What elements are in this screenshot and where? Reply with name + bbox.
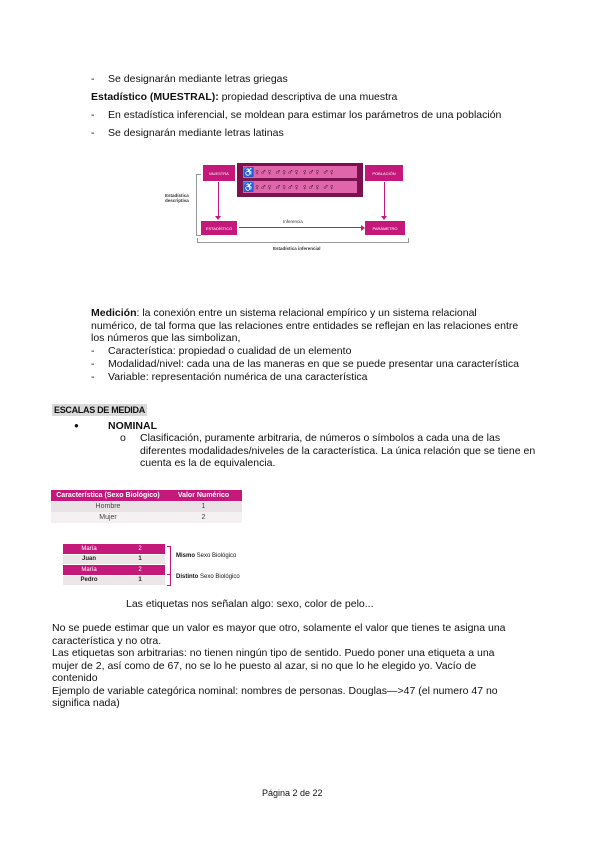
medicion-paragraph (91, 307, 551, 345)
inferential-label: Estadística inferencial (273, 246, 321, 251)
table-cell: 1 (115, 554, 165, 565)
nominal-title: NOMINAL (108, 420, 157, 432)
arrow-head-icon (361, 225, 365, 231)
bullet-dash: - (91, 73, 95, 85)
inference-label: Inferencia (283, 219, 303, 224)
table-cell: Hombre (95, 503, 121, 510)
table-cell: María (63, 565, 115, 576)
bullet-dash: - (91, 371, 95, 383)
table-cell: María (63, 544, 115, 554)
people-icons: ♿♀♂♀ ♂♀♂♀ ♀♂♀ ♂♀ (243, 182, 335, 192)
inferential-bracket (197, 238, 409, 243)
mismo-bold: Mismo (176, 553, 196, 559)
population-image (237, 163, 363, 197)
table-cell: 2 (201, 514, 206, 521)
table-header-row (51, 490, 242, 501)
medicion-line: numérico, de tal forma que las relaciones entre entidades se reflejan en las relaciones entre (91, 319, 519, 332)
table-cell: 1 (201, 503, 206, 510)
poblacion-box: POBLACIÓN (365, 165, 403, 181)
table-row (51, 512, 242, 523)
closing-paragraph (52, 622, 552, 710)
closing-line: contenido (52, 672, 98, 684)
parametro-box: PARÁMETRO (365, 221, 405, 235)
statistics-diagram (165, 160, 415, 260)
table-cell: Mujer (99, 514, 117, 521)
descriptive-label: Estadística descriptiva (165, 193, 189, 203)
table-cell: 2 (115, 565, 165, 576)
mismo-label (176, 553, 236, 559)
bullet-text: Se designarán mediante letras griegas (108, 73, 288, 85)
bullet-dash: - (91, 127, 95, 139)
bullet-text: Modalidad/nivel: cada una de las maneras en que se puede presentar una característica (108, 358, 519, 370)
nominal-line: diferentes modalidades/niveles de la característica. La única relación que se tiene en (140, 444, 536, 457)
distinto-bold: Distinto (176, 574, 199, 580)
closing-line: Ejemplo de variable categórica nominal: nombres de personas. Douglas—>47 (el numero 47 no (52, 684, 498, 697)
estadistico-paragraph (91, 91, 397, 103)
arrow-line (218, 182, 219, 218)
medicion-line: los números que las simbolizan, (91, 332, 241, 344)
table-row (51, 501, 242, 512)
closing-line: Las etiquetas son arbitrarias: no tienen ningún tipo de sentido. Puedo poner una etiqueta a una (52, 647, 495, 659)
closing-line: significa nada) (52, 697, 120, 709)
bullet-dot-icon: ● (74, 421, 79, 430)
table-cell: Pedro (63, 575, 115, 586)
table-cell: 1 (115, 575, 165, 586)
table-row (63, 575, 165, 586)
medicion-term: Medición (91, 307, 137, 319)
nombres-sexo-table (63, 544, 165, 586)
bullet-text: Variable: representación numérica de una característica (108, 371, 368, 383)
etiquetas-line: Las etiquetas nos señalan algo: sexo, color de pelo... (126, 598, 374, 610)
mismo-rest: Sexo Biológico (195, 553, 237, 559)
medicion-line: : la conexión entre un sistema relacional empírico y un sistema relacional (136, 307, 477, 319)
bullet-dash: - (91, 358, 95, 370)
estadistico-box: ESTADÍSTICO (201, 221, 237, 235)
nominal-line: cuenta es la de equivalencia. (140, 457, 276, 469)
closing-line: mujer de 2, así como de 67, no se lo he puesto al azar, si no que lo he elegido yo. Vacío de (52, 659, 477, 672)
bullet-text: Característica: propiedad o cualidad de un elemento (108, 345, 352, 357)
closing-line: No se puede estimar que un valor es mayor que otro, solamente el valor que tienes te asigna una (52, 622, 506, 634)
arrow-head-icon (381, 216, 387, 220)
arrow-line (384, 182, 385, 218)
estadistico-definition: propiedad descriptiva de una muestra (218, 91, 398, 103)
distinto-bracket (167, 574, 171, 586)
bullet-dash: - (91, 345, 95, 357)
table-row (63, 565, 165, 576)
table-row (63, 544, 165, 554)
inference-arrow-line (239, 227, 363, 228)
bullet-dash: - (91, 109, 95, 121)
bullet-text: En estadística inferencial, se moldean para estimar los parámetros de una población (108, 109, 502, 121)
table-cell: Juan (63, 554, 115, 565)
bullet-text: Se designarán mediante letras latinas (108, 127, 284, 139)
sexo-valor-table (51, 490, 242, 523)
closing-line: característica y no otra. (52, 634, 162, 647)
arrow-head-icon (215, 216, 221, 220)
table-header-cell: Valor Numérico (177, 492, 230, 499)
distinto-label (176, 574, 240, 580)
mismo-bracket (167, 546, 171, 575)
sub-bullet-icon: o (120, 432, 126, 444)
distinto-rest: Sexo Biológico (198, 574, 240, 580)
nominal-description (140, 432, 550, 470)
muestra-box: MUESTRA (203, 165, 235, 181)
descriptive-bracket (196, 174, 201, 236)
page-number: Página 2 de 22 (262, 788, 323, 798)
table-cell: 2 (115, 544, 165, 554)
people-icons: ♿♀♂♀ ♂♀♂♀ ♀♂♀ ♂♀ (243, 167, 335, 177)
table-header-cell: Característica (Sexo Biológico) (56, 492, 160, 499)
section-heading: ESCALAS DE MEDIDA (54, 405, 145, 415)
table-row (63, 554, 165, 565)
nominal-line: Clasificación, puramente arbitraria, de números o símbolos a cada una de las (140, 432, 501, 444)
estadistico-term: Estadístico (MUESTRAL): (91, 91, 219, 103)
